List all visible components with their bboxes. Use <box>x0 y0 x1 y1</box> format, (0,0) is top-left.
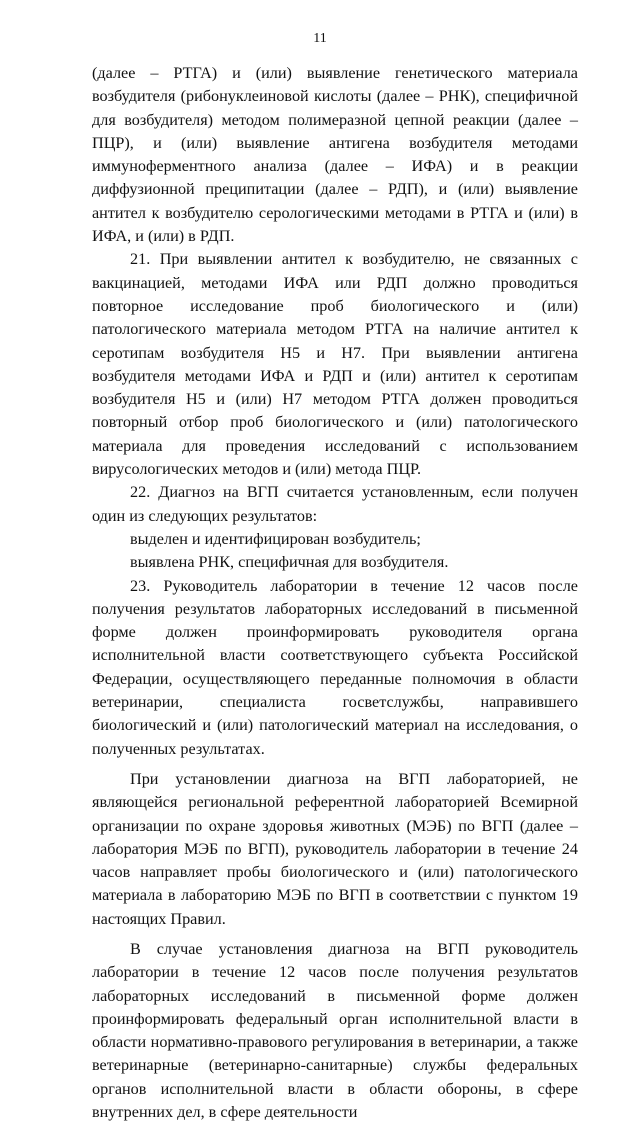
paragraph-intro-continuation: (далее – РТГА) и (или) выявление генетического материала возбудителя (рибонуклеиновой кислоты (далее – РНК), специфичной для возбудителя) методом полимеразной цепной реакции (далее – ПЦР), и (или) выявление антигена возбудителя методами иммуноферментного анализа (далее – ИФА) и в реакции диффузионной преципитации (далее – РДП), и (или) выявление антител к возбудителю серологическими методами в РТГА и (или) в ИФА, и (или) в РДП. <box>92 64 578 246</box>
paragraph-clause-23: 23. Руководитель лаборатории в течение 12 часов после получения результатов лабораторных исследований в письменной форме должен проинформировать руководителя органа исполнительной власти соответствующего субъекта Российской Федерации, осуществляющего переданные полномочия в области ветеринарии, специалиста госветслужбы, направившего биологический и (или) патологический материал на исследования, о полученных результатах. <box>92 576 578 758</box>
page-number: 11 <box>313 31 327 46</box>
paragraph-oie-laboratory: При установлении диагноза на ВГП лабораторией, не являющейся региональной референтной лабораторией Всемирной организации по охране здоровья животных (МЭБ) по ВГП (далее – лаборатория МЭБ по ВГП), руководитель лаборатории в течение 24 часов направляет пробы биологического и (или) патологического материала в лабораторию МЭБ по ВГП в соответствии с пунктом 19 настоящих Правил. <box>92 769 578 928</box>
paragraph-clause-21: 21. При выявлении антител к возбудителю, не связанных с вакцинацией, методами ИФА или РДП должно проводиться повторное исследование проб биологического и (или) патологического материала методом РТГА на наличие антител к серотипам возбудителя Н5 и Н7. При выявлении антигена возбудителя методами ИФА и РДП и (или) антител к серотипам возбудителя Н5 и (или) Н7 методом РТГА должен проводиться повторный отбор проб биологического и (или) патологического материала для проведения исследований с использованием вирусологических методов и (или) метода ПЦР. <box>92 250 578 479</box>
paragraph-clause-22: 22. Диагноз на ВГП считается установленным, если получен один из следующих результатов: <box>92 483 578 525</box>
document-body <box>92 62 578 1124</box>
list-item-pathogen-isolated: выделен и идентифицирован возбудитель; <box>130 529 421 548</box>
list-item-rna-detected: выявлена РНК, специфичная для возбудителя. <box>130 553 449 572</box>
paragraph-notification: В случае установления диагноза на ВГП руководитель лаборатории в течение 12 часов после получения результатов лабораторных исследований в письменной форме должен проинформировать федеральный орган исполнительной власти в области нормативно-правового регулирования в ветеринарии, а также ветеринарные (ветеринарно-санитарные) службы федеральных органов исполнительной власти в области обороны, в сфере внутренних дел, в сфере деятельности <box>92 939 578 1122</box>
